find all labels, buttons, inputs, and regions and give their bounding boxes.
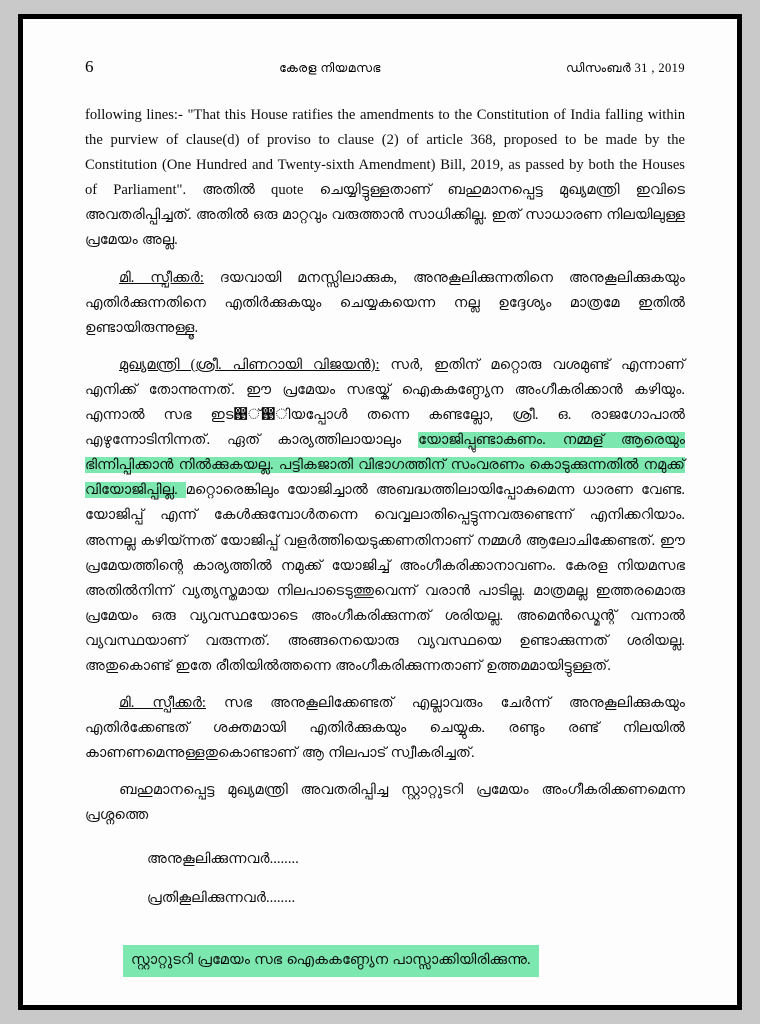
vote-against-line: പ്രതികൂലിക്കുന്നവർ........ [147, 889, 296, 906]
vote-for-line: അനുകൂലിക്കുന്നവർ........ [147, 850, 299, 867]
paragraph-3-text-b: മറ്റൊരെങ്കിലും യോജിച്ചാൽ അബദ്ധത്തിലായിപ്പോകുമെന്ന ധാരണ വേണ്ട. യോജിപ്പ് എന്ന് കേൾക്കുമ്പോൾതന്നെ വെവ്വലാതിപ്പെട്ടുന്നവരുണ്ടെന്ന് എനിക്കറിയാം. അന്നല്ല കഴിയ്ന്നത് യോജിപ്പ് വളർത്തിയെടുക്കണതിനാണ് നമ്മൾ ആലോചിക്കേണ്ടത്. ഈ പ്രമേയത്തിന്റെ കാര്യത്തിൽ നമുക്ക് യോജിച്ച് അംഗീകരിക്കാനാവണം. കേരള നിയമസഭ അതിൽനിന്ന് വ്യത്യസ്തമായ നിലപാടെടുത്തുവെന്ന് വരാൻ പാടില്ല. മാത്രമല്ല ഇത്തരമൊരു പ്രമേയം ഒരു വ്യവസ്ഥയോടെ അംഗീകരിക്കുന്നത് ശരിയല്ല. അമെൻഡ്മെന്റ് വന്നാൽ വ്യവസ്ഥയാണ് വരുന്നത്. അങ്ങനെയൊരു വ്യവസ്ഥയെ ഉണ്ടാക്കുന്നത് ശരിയല്ല. അതുകൊണ്ട് ഇതേ രീതിയിൽത്തന്നെ അംഗീകരിക്കുന്നതാണ് ഉത്തമമായിട്ടുള്ളത്. [85, 482, 685, 674]
paragraph-3 [85, 353, 685, 679]
paragraph-2-text: ദയവായി മനസ്സിലാക്കുക, അനുകൂലിക്കുന്നതിനെ അനുകൂലിക്കുകയും എതിർക്കുന്നതിനെ എതിർക്കുകയും ചെയ്യകയെന്ന നല്ല ഉദ്ദേശ്യം മാത്രമേ ഇതിൽ ഉണ്ടായിരുന്നുള്ളൂ. [85, 269, 685, 336]
document-page-frame [18, 14, 742, 1010]
speaker-label-mr-speaker-2: മി. സ്പീക്കർ: [119, 695, 206, 712]
paragraph-1-malayalam: അതിൽ quote ചെയ്യിട്ടുള്ളതാണ് ബഹുമാനപ്പെട്ട മുഖ്യമന്ത്രി ഇവിടെ അവതരിപ്പിച്ചത്. അതിൽ ഒരു മാറ്റവും വരുത്താൻ സാധിക്കില്ല. ഇത് സാധാരണ നിലയിലുള്ള പ്രമേയം അല്ല. [85, 182, 685, 249]
final-resolution-highlight: സ്റ്റാറ്റുടറി പ്രമേയം സഭ ഐകകണ്ഠ്യേന പാസ്സാക്കിയിരിക്കുന്നു. [123, 945, 539, 977]
header-date: ഡിസംബർ 31 , 2019 [565, 61, 685, 75]
header-center-title: കേരള നിയമസഭ [279, 61, 381, 75]
vote-block [85, 847, 685, 911]
speaker-label-chief-minister: മുഖ്യമന്ത്രി (ശ്രീ. പിണറായി വിജയൻ): [119, 356, 380, 373]
speaker-label-mr-speaker-1: മി. സ്പീക്കർ: [119, 269, 204, 286]
highlighted-text-1: യോജിപ്പുണ്ടാകണം. നമ്മള് ആരെയും ഭിന്നിപ്പിക്കാൻ നിൽക്കുകയല്ല. പട്ടികജാതി വിഭാഗത്തിന് സംവരണം കൊടുക്കുന്നതിൽ നമുക്ക് വിയോജിപ്പില്ല. [85, 432, 685, 499]
paragraph-4 [85, 691, 685, 766]
paragraph-1 [85, 103, 685, 254]
paragraph-2 [85, 266, 685, 341]
page-header [85, 57, 685, 77]
paragraph-5: ബഹുമാനപ്പെട്ട മുഖ്യമന്ത്രി അവതരിപ്പിച്ച സ്റ്റാറ്റുടറി പ്രമേയം അംഗീകരിക്കണമെന്ന പ്രശ്നത്തെ [85, 782, 685, 824]
page-number: 6 [85, 57, 94, 76]
paragraph-1-english: following lines:- "That this House ratifies the amendments to the Constitution of India falling within the purview of clause(d) of proviso to clause (2) of article 368, proposed to be made by the Constitution (One Hundred and Twenty-sixth Amendment) Bill, 2019, as passed by both the Houses of Parliament". [85, 107, 685, 199]
paragraph-3-text-a: സർ, ഇതിന് മറ്റൊരു വശമുണ്ട് എന്നാണ് എനിക്ക് തോന്നുന്നത്. ഈ പ്രമേയം സഭയ്ക് ഐകകണ്ഠ്യേന അംഗീകരിക്കാൻ കഴിയും. എന്നാൽ സഭ ഇട඙്඙ിയപ്പോൾ തന്നെ കണ്ടല്ലോ, ശ്രീ. ഒ. രാജഗോപാൽ എഴുന്നോടിനിന്നത്. ഏത് കാര്യത്തിലായാലും [85, 356, 685, 449]
document-body [85, 103, 685, 977]
paragraph-4-text: സഭ അനുകൂലിക്കേണ്ടത് എല്ലാവരും ചേർന്ന് അനുകൂലിക്കുകയും എതിർക്കേണ്ടത് ശക്തമായി എതിർക്കുകയും ചെയ്യുക. രണ്ടും രണ്ട് നിലയിൽ കാണണമെന്നുള്ളതുകൊണ്ടാണ് ആ നിലപാട് സ്വീകരിച്ചത്. [85, 695, 685, 762]
document-page [23, 19, 737, 1005]
